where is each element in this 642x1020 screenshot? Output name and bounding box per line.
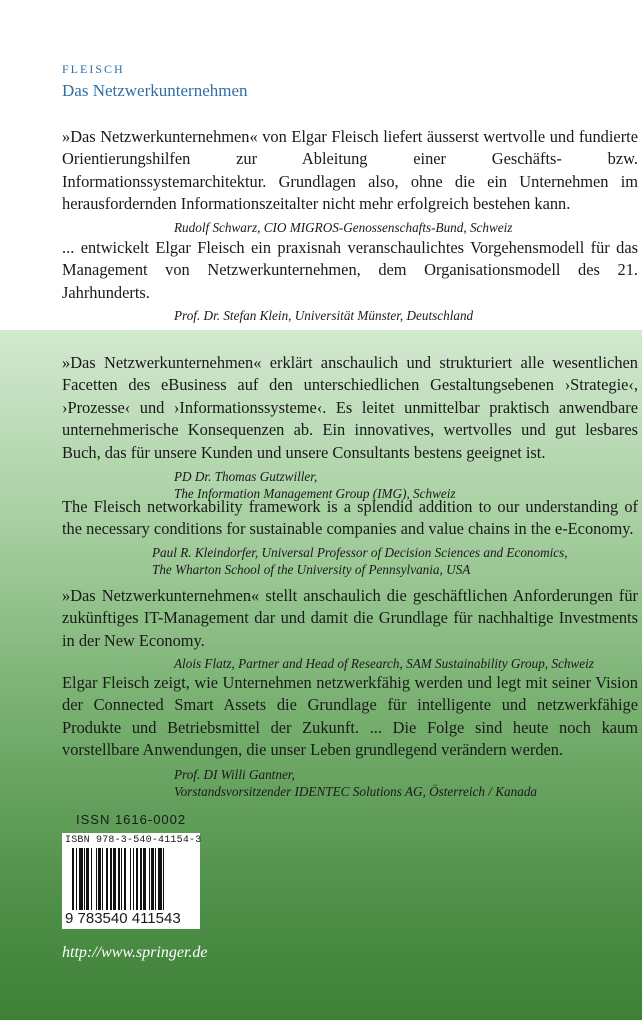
quote-text: »Das Netzwerkunternehmen« von Elgar Fleisch liefert äusserst wertvolle und fundierte Orientierungshilfen zur Ableitung einer Geschäfts- bzw. Informationssystemarchitektur. Grundlagen also, ohne die ein Unternehmen im herausfordernden Informationszeitalter nicht mehr erfolgreich bestehen kann. [62, 127, 638, 214]
barcode-bar [113, 848, 117, 910]
barcode-digits: 9 783540 411543 [65, 910, 181, 927]
barcode-bar [86, 848, 88, 910]
barcode-bar [118, 848, 120, 910]
quote-attribution: Rudolf Schwarz, CIO MIGROS-Genossenschafts-Bund, Schweiz [174, 219, 513, 235]
quote-text: The Fleisch networkability framework is a splendid addition to our understanding of the necessary conditions for sustainable companies and value chains in the e-Economy. [62, 497, 638, 539]
barcode-bar [149, 848, 150, 910]
barcode-bar [158, 848, 162, 910]
barcode-bar [79, 848, 83, 910]
quote-block-3 [62, 352, 638, 502]
barcode-bar [76, 848, 77, 910]
quote-block-4 [62, 496, 638, 578]
quote-text: »Das Netzwerkunternehmen« erklärt anschaulich und strukturiert alle wesentlichen Facetten des eBusiness auf den unterschiedlichen Gestaltungsebenen ›Strategie‹, ›Prozesse‹ und ›Informationssysteme‹. Es leitet unmittelbar praktisch anwendbare unternehmerische Konsequenzen ab. Ein innovatives, wertvolles und gut lesbares Buch, das für unsere Kunden und unsere Consultants bestens geeignet ist. [62, 353, 638, 462]
quote-attribution: Prof. DI Willi Gantner, [174, 766, 295, 782]
quote-text: ... entwickelt Elgar Fleisch ein praxisnah veranschaulichtes Vorgehensmodell für das Management von Netzwerkunternehmen, dem Organisationsmodell des 21. Jahrhunderts. [62, 238, 638, 302]
quote-block-5 [62, 585, 638, 672]
issn-label: ISSN 1616-0002 [76, 812, 187, 827]
barcode-bar [133, 848, 134, 910]
quote-attribution: The Information Management Group (IMG), Schweiz [174, 486, 456, 502]
quote-block-1 [62, 126, 638, 236]
quote-attribution: Paul R. Kleindorfer, Universal Professor of Decision Sciences and Economics, [152, 544, 568, 560]
quote-block-6 [62, 672, 638, 800]
quote-block-2 [62, 237, 638, 324]
publisher-url[interactable]: http://www.springer.de [62, 944, 208, 961]
quote-attribution: Prof. Dr. Stefan Klein, Universität Münster, Deutschland [174, 308, 474, 324]
isbn-line: ISBN 978-3-540-41154-3 [65, 835, 202, 846]
barcode-bar [151, 848, 153, 910]
quote-text: Elgar Fleisch zeigt, wie Unternehmen netzwerkfähig werden und legt mit seiner Vision der Connected Smart Assets die Grundlage für intelligente und netzwerkfähige Produkte und Betriebsmittel der Zukunft. ... Die Folge sind heute noch kaum vorstellbare Anwendungen, die unser Leben grundlegend verändern werden. [62, 673, 638, 760]
barcode-bar [91, 848, 92, 910]
quote-attribution: PD Dr. Thomas Gutzwiller, [174, 469, 318, 485]
isbn-barcode [62, 833, 200, 929]
barcode-bar [121, 848, 122, 910]
barcode-bars [72, 848, 193, 910]
series-brand [62, 62, 248, 101]
barcode-bar [130, 848, 131, 910]
barcode-bar [102, 848, 103, 910]
barcode-bar [96, 848, 97, 910]
barcode-bar [140, 848, 141, 910]
barcode-bar [124, 848, 126, 910]
barcode-bar [110, 848, 111, 910]
barcode-bar [136, 848, 138, 910]
quote-attribution: Alois Flatz, Partner and Head of Research, SAM Sustainability Group, Schweiz [174, 656, 594, 672]
barcode-bar [98, 848, 100, 910]
book-title: Das Netzwerkunternehmen [62, 81, 248, 100]
quote-text: »Das Netzwerkunternehmen« stellt anschaulich die geschäftlichen Anforderungen für zukünftiges IT-Management dar und damit die Grundlage für nachhaltige Investments in der New Economy. [62, 586, 638, 650]
barcode-bar [84, 848, 85, 910]
quote-attribution: Vorstandsvorsitzender IDENTEC Solutions AG, Österreich / Kanada [174, 783, 538, 799]
barcode-bar [72, 848, 74, 910]
barcode-bar [155, 848, 156, 910]
author-name: FLEISCH [62, 62, 125, 76]
barcode-bar [143, 848, 147, 910]
barcode-bar [106, 848, 108, 910]
barcode-bar [163, 848, 164, 910]
quote-attribution: The Wharton School of the University of Pennsylvania, USA [152, 561, 471, 577]
